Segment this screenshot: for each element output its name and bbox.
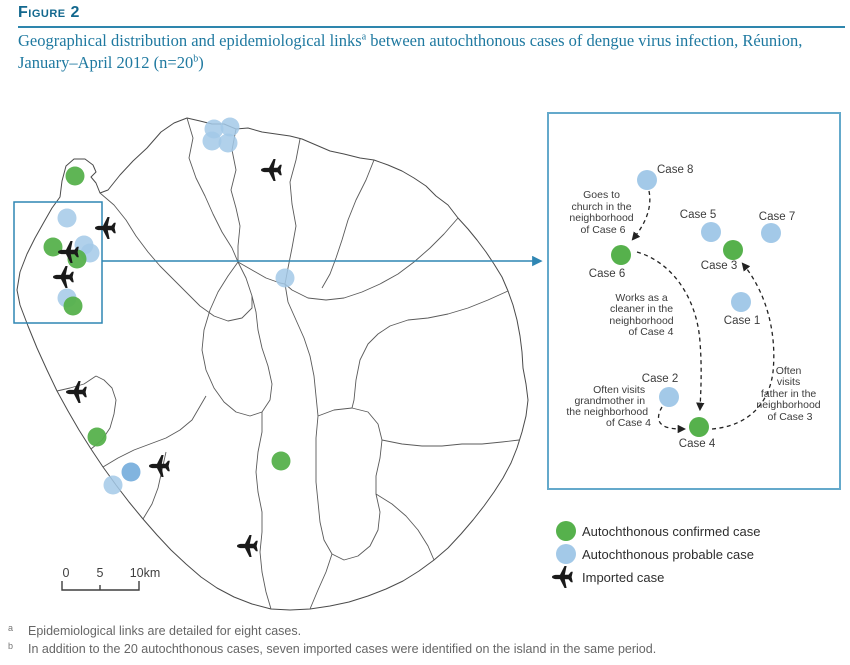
annotation-works-as-cleaner: Works as a cleaner in the neighborhood of Case 4: [609, 292, 674, 338]
scale-bar: [62, 566, 160, 590]
inset-confirmed-case-dot: [611, 245, 631, 265]
legend-probable-dot-icon: [556, 544, 576, 564]
legend: [552, 521, 761, 588]
inset-case-label: Case 1: [723, 315, 761, 327]
annotation-goes-to-church: Goes to church in the neighborhood of Case 6: [569, 189, 634, 236]
footnote-text-a: Epidemiological links are detailed for eight cases.: [28, 624, 302, 638]
legend-imported-label: Imported case: [582, 570, 665, 585]
inset-case-label: Case 8: [657, 164, 694, 176]
annotation-visits-grandmother: Often visits grandmother in the neighborhood of Case 4: [566, 384, 651, 429]
probable-case-dot: [122, 463, 141, 482]
caption-text: between autochthonous cases of dengue virus infection, Réunion, January–April 2012 (n=20: [18, 31, 803, 72]
inset-confirmed-case-dot: [689, 417, 709, 437]
confirmed-case-dot: [88, 428, 107, 447]
probable-case-dot: [104, 476, 123, 495]
probable-case-dot: [219, 134, 238, 153]
footnote-text-b: In addition to the 20 autochthonous cases, seven imported cases were identified on the island in the same period.: [28, 642, 657, 656]
footnote-marker-a: a: [8, 623, 14, 633]
legend-confirmed-label: Autochthonous confirmed case: [582, 524, 761, 539]
inset-case-label: Case 6: [588, 268, 626, 280]
inset-probable-case-dot: [761, 223, 781, 243]
epidemiological-links-inset: [548, 113, 840, 489]
footnote-a: [8, 624, 848, 638]
inset-case-label: Case 3: [700, 260, 738, 272]
inset-probable-case-dot: [701, 222, 721, 242]
inset-probable-case-dot: [731, 292, 751, 312]
probable-case-dot: [58, 209, 77, 228]
confirmed-case-dot: [66, 167, 85, 186]
figure-label: Figure 2: [18, 4, 80, 21]
inset-probable-case-dot: [637, 170, 657, 190]
inset-probable-case-dot: [659, 387, 679, 407]
caption-footnote-ref-a: a: [361, 31, 367, 43]
inset-case-label: Case 5: [679, 209, 717, 221]
inset-case-label: Case 2: [641, 373, 679, 385]
annotation-visits-father: Often visits father in the neighborhood of Case 3: [756, 365, 821, 423]
probable-case-dot: [221, 118, 240, 137]
probable-case-dot: [276, 269, 295, 288]
reunion-island-map: [17, 118, 528, 610]
scale-label-5: 5: [96, 566, 104, 580]
inset-confirmed-case-dot: [723, 240, 743, 260]
confirmed-case-dot: [272, 452, 291, 471]
footnote-b: [8, 642, 848, 656]
confirmed-case-dot: [64, 297, 83, 316]
caption-text: ): [198, 52, 204, 72]
inset-case-label: Case 4: [678, 438, 716, 450]
caption-text: Geographical distribution and epidemiological links: [18, 31, 362, 50]
footnotes: [8, 624, 848, 660]
island-coastline: [17, 118, 528, 610]
caption-footnote-ref-b: b: [193, 53, 199, 65]
legend-probable-label: Autochthonous probable case: [582, 547, 755, 562]
inset-case-label: Case 7: [758, 211, 796, 223]
scale-label-0: 0: [62, 566, 70, 580]
legend-airplane-icon: [552, 566, 573, 588]
probable-case-dot: [203, 132, 222, 151]
legend-confirmed-dot-icon: [556, 521, 576, 541]
scale-label-10km: 10km: [129, 566, 161, 580]
footnote-marker-b: b: [8, 641, 14, 651]
